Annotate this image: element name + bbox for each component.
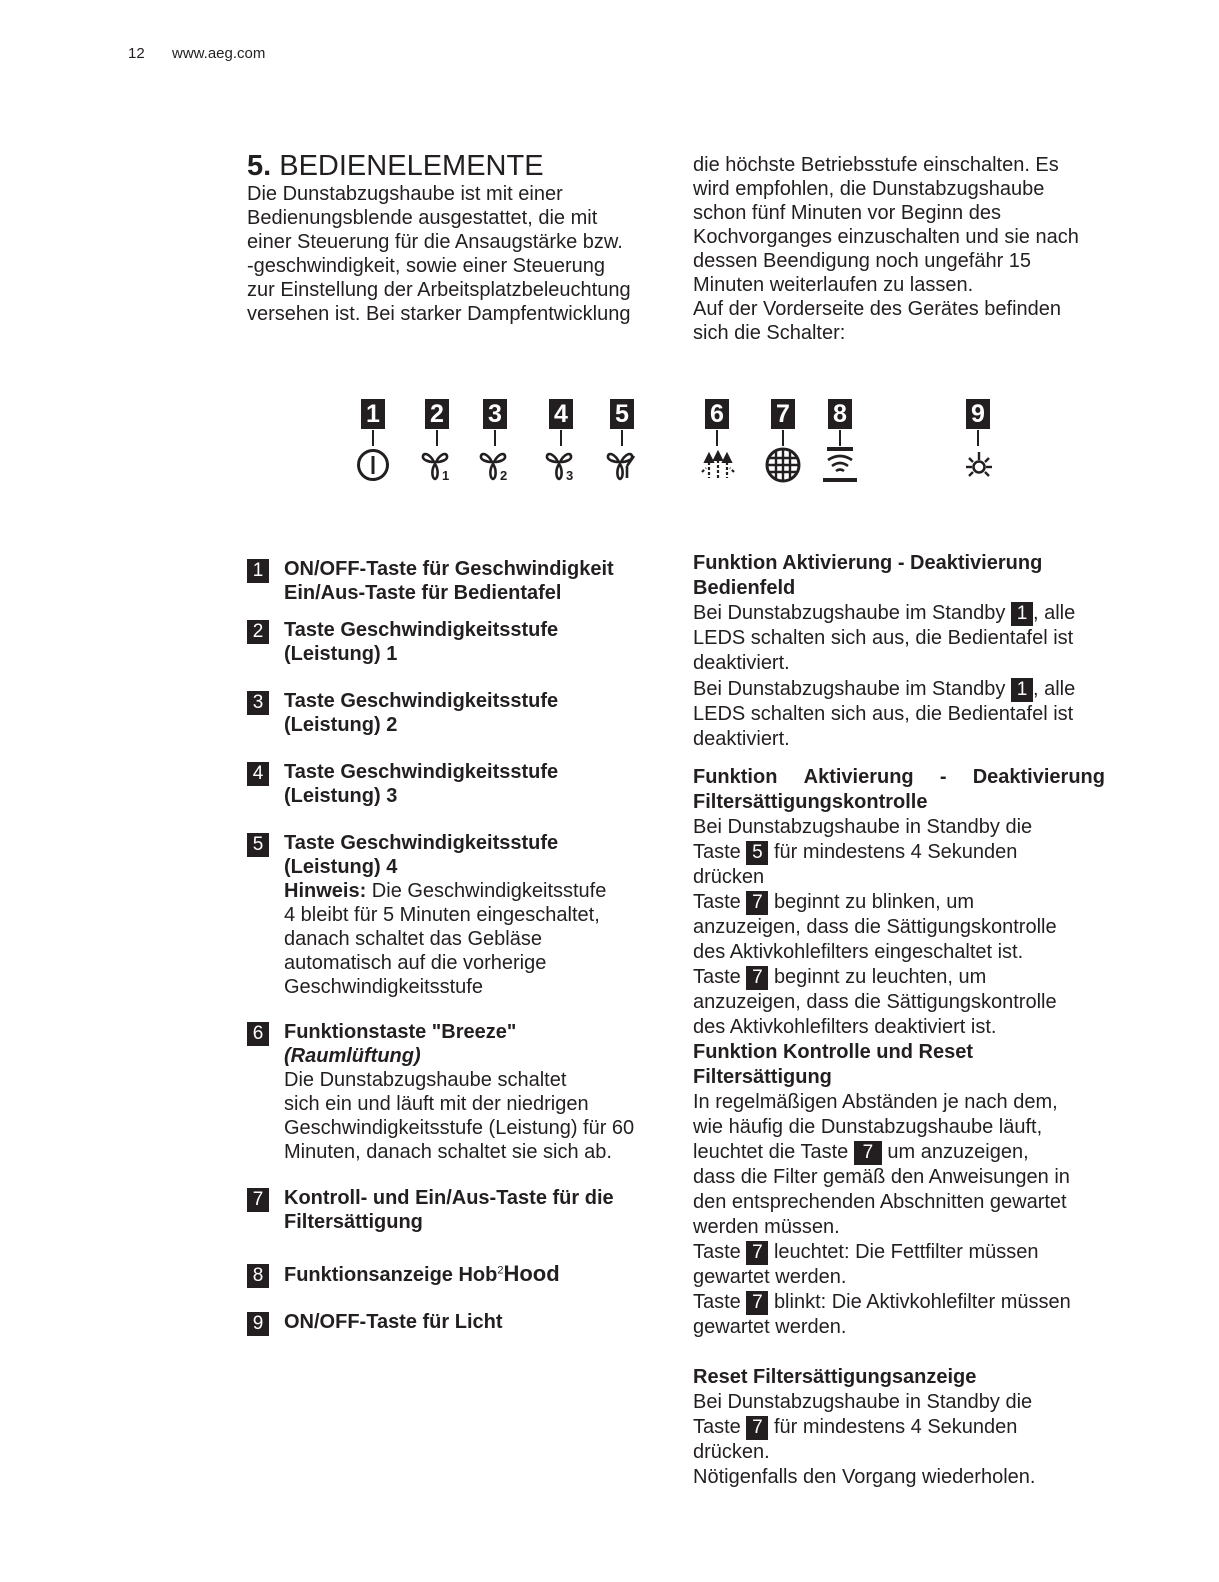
section-title bbox=[247, 150, 544, 182]
intro-line: die höchste Betriebsstufe einschalten. Es bbox=[693, 154, 1059, 176]
text: drücken. bbox=[693, 1441, 770, 1463]
text: gewartet werden. bbox=[693, 1266, 847, 1288]
item-number: 6 bbox=[247, 1022, 269, 1046]
text: wie häufig die Dunstabzugshaube läuft, bbox=[693, 1116, 1043, 1138]
intro-line: -geschwindigkeit, sowie einer Steuerung bbox=[247, 255, 605, 277]
text: für mindestens 4 Sekunden bbox=[773, 841, 1018, 863]
text: Bei Dunstabzugshaube im Standby bbox=[693, 678, 1006, 700]
section-heading: BEDIENELEMENTE bbox=[279, 150, 544, 182]
item-title: Kontroll- und Ein/Aus-Taste für die bbox=[284, 1187, 614, 1209]
item-title: Taste Geschwindigkeitsstufe bbox=[284, 690, 559, 712]
intro-line: versehen ist. Bei starker Dampfentwicklung bbox=[247, 303, 631, 325]
text: LEDS schalten sich aus, die Bedientafel ist bbox=[693, 703, 1074, 725]
intro-line: dessen Beendigung noch ungefähr 15 bbox=[693, 250, 1032, 272]
item-title: ON/OFF-Taste für Geschwindigkeit bbox=[284, 558, 614, 580]
item-title: Hood bbox=[503, 1261, 560, 1286]
right-column bbox=[693, 551, 1105, 1490]
intro-line: zur Einstellung der Arbeitsplatzbeleuchtung bbox=[247, 279, 631, 301]
item-title: Funktionsanzeige Hob bbox=[284, 1264, 498, 1286]
panel-label-8: 8 bbox=[828, 399, 852, 429]
badge-1: 1 bbox=[1011, 678, 1033, 702]
text: werden müssen. bbox=[693, 1216, 840, 1238]
item-title: (Leistung) 3 bbox=[284, 785, 398, 807]
intro-line: schon fünf Minuten vor Beginn des bbox=[693, 202, 1001, 224]
item-title: Filtersättigung bbox=[284, 1211, 423, 1233]
text: Filtersättigung bbox=[693, 1066, 832, 1088]
intro-line: Die Dunstabzugshaube ist mit einer bbox=[247, 183, 563, 205]
website-url: www.aeg.com bbox=[172, 45, 266, 62]
intro-line: sich die Schalter: bbox=[693, 322, 846, 344]
text: um anzuzeigen, bbox=[887, 1141, 1029, 1163]
panel-label-2: 2 bbox=[425, 399, 449, 429]
intro-line: Minuten weiterlaufen zu lassen. bbox=[693, 274, 974, 296]
item-number: 4 bbox=[247, 762, 269, 786]
fan-boost-icon[interactable] bbox=[605, 448, 641, 482]
intro-line: Auf der Vorderseite des Gerätes befinden bbox=[693, 298, 1062, 320]
text: deaktiviert. bbox=[693, 652, 790, 674]
text: leuchtet die Taste bbox=[693, 1141, 849, 1163]
text: Bei Dunstabzugshaube im Standby bbox=[693, 602, 1006, 624]
text: für mindestens 4 Sekunden bbox=[773, 1416, 1018, 1438]
item-number: 9 bbox=[247, 1312, 269, 1336]
text: Aktivierung bbox=[803, 766, 914, 788]
text: Bei Dunstabzugshaube in Standby die bbox=[693, 1391, 1033, 1413]
badge-7: 7 bbox=[746, 891, 768, 915]
item-body-line: sich ein und läuft mit der niedrigen bbox=[284, 1093, 589, 1115]
text: deaktiviert. bbox=[693, 728, 790, 750]
item-number: 2 bbox=[247, 620, 269, 644]
item-title-sup: 2 bbox=[497, 1264, 504, 1277]
panel-label-5: 5 bbox=[610, 399, 634, 429]
note-line: danach schaltet das Gebläse bbox=[284, 928, 542, 950]
intro-line: wird empfohlen, die Dunstabzugshaube bbox=[693, 178, 1045, 200]
breeze-icon[interactable] bbox=[699, 448, 737, 482]
text: - bbox=[939, 766, 947, 788]
text: Bei Dunstabzugshaube in Standby die bbox=[693, 816, 1033, 838]
item-body-line: Die Dunstabzugshaube schaltet bbox=[284, 1069, 567, 1091]
intro-left bbox=[247, 182, 667, 326]
text: dass die Filter gemäß den Anweisungen in bbox=[693, 1166, 1070, 1188]
item-title: Funktionstaste "Breeze" bbox=[284, 1021, 517, 1043]
item-body-line: Geschwindigkeitsstufe (Leistung) für 60 bbox=[284, 1117, 635, 1139]
text: Taste bbox=[693, 1416, 741, 1438]
text: Taste bbox=[693, 1291, 741, 1313]
item-title: (Leistung) 4 bbox=[284, 856, 398, 878]
page-number: 12 bbox=[128, 45, 145, 62]
badge-5: 5 bbox=[746, 841, 768, 865]
text: Taste bbox=[693, 966, 741, 988]
item-title: (Leistung) 1 bbox=[284, 643, 398, 665]
item-number: 5 bbox=[247, 833, 269, 857]
text: Nötigenfalls den Vorgang wiederholen. bbox=[693, 1466, 1036, 1488]
text: , alle bbox=[1032, 678, 1076, 700]
item-number: 7 bbox=[247, 1188, 269, 1212]
intro-line: Bedienungsblende ausgestattet, die mit bbox=[247, 207, 598, 229]
panel-label-4: 4 bbox=[549, 399, 573, 429]
text: Funktion Kontrolle und Reset bbox=[693, 1041, 973, 1063]
item-title: ON/OFF-Taste für Licht bbox=[284, 1311, 503, 1333]
item-body-line: Minuten, danach schaltet sie sich ab. bbox=[284, 1141, 612, 1163]
note-line: automatisch auf die vorherige bbox=[284, 952, 547, 974]
note-label: Hinweis: bbox=[284, 880, 367, 902]
item-number: 3 bbox=[247, 691, 269, 715]
badge-7: 7 bbox=[746, 1291, 768, 1315]
badge-7: 7 bbox=[746, 1416, 768, 1440]
fan-speed-1-icon[interactable] bbox=[420, 448, 456, 482]
text: In regelmäßigen Abständen je nach dem, bbox=[693, 1091, 1058, 1113]
text: anzuzeigen, dass die Sättigungskontrolle bbox=[693, 991, 1057, 1013]
panel-label-3: 3 bbox=[483, 399, 507, 429]
text: gewartet werden. bbox=[693, 1316, 847, 1338]
text: leuchtet: Die Fettfilter müssen bbox=[773, 1241, 1039, 1263]
panel-label-7: 7 bbox=[771, 399, 795, 429]
hob2hood-icon[interactable] bbox=[822, 446, 858, 484]
intro-line: Kochvorganges einzuschalten und sie nach bbox=[693, 226, 1079, 248]
text: den entsprechenden Abschnitten gewartet bbox=[693, 1191, 1067, 1213]
section-number: 5. bbox=[247, 150, 272, 182]
item-title: (Leistung) 2 bbox=[284, 714, 398, 736]
item-number: 8 bbox=[247, 1264, 269, 1288]
filter-grid-icon[interactable] bbox=[764, 447, 802, 483]
note-line: 4 bleibt für 5 Minuten eingeschaltet, bbox=[284, 904, 600, 926]
text: des Aktivkohlefilters eingeschaltet ist. bbox=[693, 941, 1024, 963]
fan-speed-3-icon[interactable] bbox=[544, 448, 580, 482]
text: Reset Filtersättigungsanzeige bbox=[693, 1366, 977, 1388]
panel-label-9: 9 bbox=[966, 399, 990, 429]
item-number: 1 bbox=[247, 559, 269, 583]
light-icon[interactable] bbox=[962, 448, 996, 482]
badge-7: 7 bbox=[746, 1241, 768, 1265]
text: Filtersättigungskontrolle bbox=[693, 791, 928, 813]
speed-subscript: 2 bbox=[500, 468, 508, 482]
badge-7: 7 bbox=[746, 966, 768, 990]
filter-function-title bbox=[693, 765, 1105, 790]
intro-line: einer Steuerung für die Ansaugstärke bzw. bbox=[247, 231, 623, 253]
speed-subscript: 1 bbox=[442, 468, 450, 482]
fan-speed-2-icon[interactable] bbox=[478, 448, 514, 482]
text: Funktion bbox=[693, 766, 778, 788]
speed-subscript: 3 bbox=[566, 468, 574, 482]
intro-right bbox=[693, 153, 1113, 345]
item-title: Taste Geschwindigkeitsstufe bbox=[284, 761, 559, 783]
text: drücken bbox=[693, 866, 765, 888]
note-line: Die Geschwindigkeitsstufe bbox=[366, 880, 607, 902]
text: blinkt: Die Aktivkohlefilter müssen bbox=[773, 1291, 1071, 1313]
power-icon[interactable] bbox=[356, 448, 390, 482]
panel-label-1: 1 bbox=[361, 399, 385, 429]
item-title: Ein/Aus-Taste für Bedientafel bbox=[284, 582, 562, 604]
text: Taste bbox=[693, 1241, 741, 1263]
panel-label-6: 6 bbox=[705, 399, 729, 429]
text: Deaktivierung bbox=[972, 766, 1105, 788]
text: beginnt zu blinken, um bbox=[773, 891, 975, 913]
item-title: Taste Geschwindigkeitsstufe bbox=[284, 832, 559, 854]
text: des Aktivkohlefilters deaktiviert ist. bbox=[693, 1016, 997, 1038]
item-subtitle: (Raumlüftung) bbox=[284, 1045, 421, 1067]
text: anzuzeigen, dass die Sättigungskontrolle bbox=[693, 916, 1057, 938]
text: Taste bbox=[693, 891, 741, 913]
text: LEDS schalten sich aus, die Bedientafel ist bbox=[693, 627, 1074, 649]
note-line: Geschwindigkeitsstufe bbox=[284, 976, 483, 998]
panel-function-title: Funktion Aktivierung - Deaktivierung bbox=[693, 552, 1043, 574]
text: beginnt zu leuchten, um bbox=[773, 966, 987, 988]
panel-function-title: Bedienfeld bbox=[693, 577, 796, 599]
text: Taste bbox=[693, 841, 741, 863]
text: , alle bbox=[1032, 602, 1076, 624]
item-title: Taste Geschwindigkeitsstufe bbox=[284, 619, 559, 641]
badge-7: 7 bbox=[854, 1141, 882, 1165]
badge-1: 1 bbox=[1011, 602, 1033, 626]
